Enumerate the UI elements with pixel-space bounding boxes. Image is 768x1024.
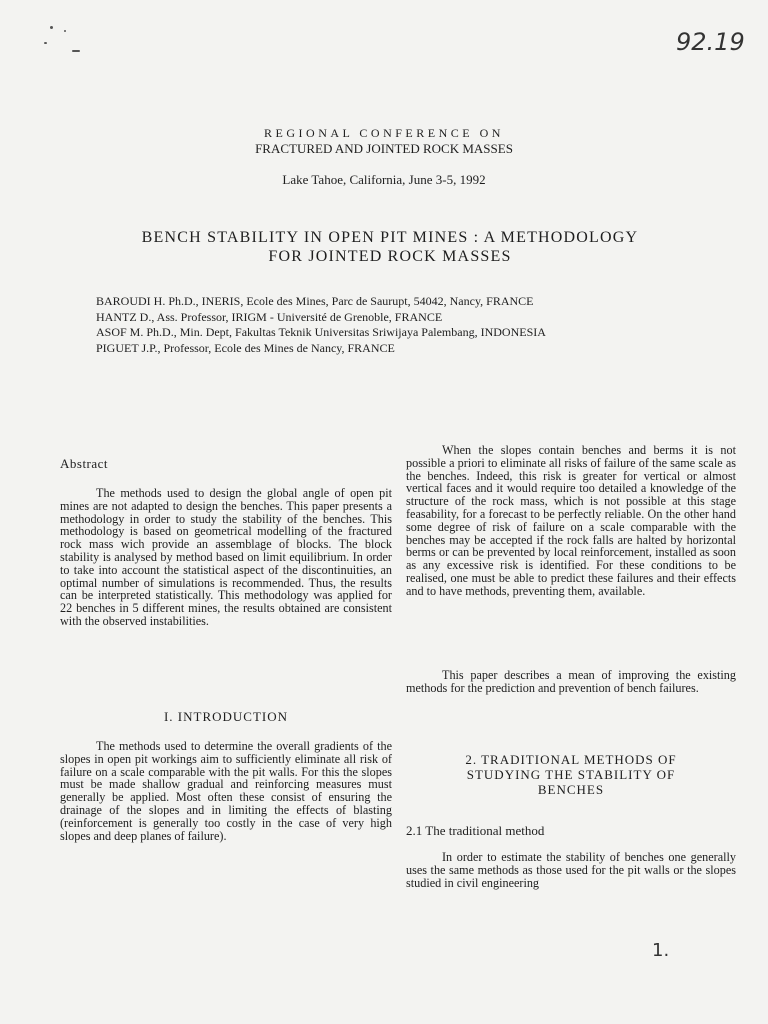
section-2-heading <box>406 752 736 797</box>
section-2-1-text <box>406 851 736 889</box>
section-2-heading-line3: BENCHES <box>537 782 605 797</box>
right-column-paragraph-2 <box>406 669 736 695</box>
section-2-heading-line1: 2. TRADITIONAL METHODS OF <box>465 752 677 767</box>
conference-title-line1: REGIONAL CONFERENCE ON <box>264 126 504 140</box>
author-baroudi: BAROUDI H. Ph.D., INERIS, Ecole des Mines, Parc de Saurupt, 54042, Nancy, FRANCE <box>96 294 534 308</box>
author-asof: ASOF M. Ph.D., Min. Dept, Fakultas Teknik Universitas Sriwijaya Palembang, INDONESIA <box>96 325 546 339</box>
right-column-paragraph-1 <box>406 444 736 598</box>
author-hantz: HANTZ D., Ass. Professor, IRIGM - Université de Grenoble, FRANCE <box>96 309 443 324</box>
introduction-text <box>60 740 392 842</box>
scan-specks <box>42 24 102 64</box>
paper-title-line2: FOR JOINTED ROCK MASSES <box>268 248 512 265</box>
conference-title-line2: FRACTURED AND JOINTED ROCK MASSES <box>255 141 513 156</box>
author-piguet: PIGUET J.P., Professor, Ecole des Mines de Nancy, FRANCE <box>96 340 395 355</box>
page-number: 1. <box>652 940 670 961</box>
section-2-1-heading: 2.1 The traditional method <box>406 823 545 838</box>
introduction-paragraph: The methods used to determine the overall gradients of the slopes in open pit workings aim to sufficiently eliminate all risk of failure on a scale comparable with the pit walls. For this the slopes must be made shallow gradual and reinforcing measures must generally be applied. Most often these consist of ensuring the drainage of the slopes and in limiting the effects of blasting (reinforcement is generally too costly in the case of very high slopes and deep planes of failure). <box>60 739 392 843</box>
paper-purpose-paragraph: This paper describes a mean of improving the existing methods for the prediction and prevention of bench failures. <box>406 668 736 695</box>
paper-title <box>60 228 720 266</box>
section-2-heading-line2: STUDYING THE STABILITY OF <box>466 767 676 782</box>
abstract-text <box>60 487 392 628</box>
slopes-paragraph: When the slopes contain benches and berms it is not possible a priori to eliminate all risks of failure of the same scale as the benches. Indeed, this risk is greater for vertical or almost vertical faces and it would require too detailed a knowledge of the structure of the rock mass, which is not possible at this stage feasability, for a forecast to be perfectly reliable. On the other hand some degree of risk of failure on a scale comparable with the benches may be accepted if the rock falls are halted by horizontal berms or can be prevented by local reinforcement, installed as soon as any excessive risk is identified. For these conditions to be realised, one must be able to predict these failures and their effects and to have methods, preventing them, available. <box>406 443 736 598</box>
introduction-heading: I. INTRODUCTION <box>163 709 289 724</box>
traditional-method-paragraph: In order to estimate the stability of benches one generally uses the same methods as those used for the pit walls or the slopes studied in civil engineering <box>406 850 736 890</box>
author-list <box>96 294 696 356</box>
abstract-heading: Abstract <box>60 456 109 471</box>
paper-title-line1: BENCH STABILITY IN OPEN PIT MINES : A METHODOLOGY <box>141 229 639 246</box>
handwritten-reference-number: 92.19 <box>676 28 745 56</box>
conference-location: Lake Tahoe, California, June 3-5, 1992 <box>282 172 486 187</box>
abstract-paragraph: The methods used to design the global angle of open pit mines are not adapted to design the benches. This paper presents a methodology in order to study the stability of the benches. This methodology is based on geometrical modelling of the fractured rock mass wich provide an assemblage of blocks. The block stability is analysed by method based on limit equilibrium. In order to take into account the statistical aspect of the discontinuities, an optimal number of simulations is recommended. Thus, the results can be interpreted statistically. This methodology was applied for 22 benches in 5 different mines, the results obtained are consistent with the observed instabilities. <box>60 486 392 628</box>
